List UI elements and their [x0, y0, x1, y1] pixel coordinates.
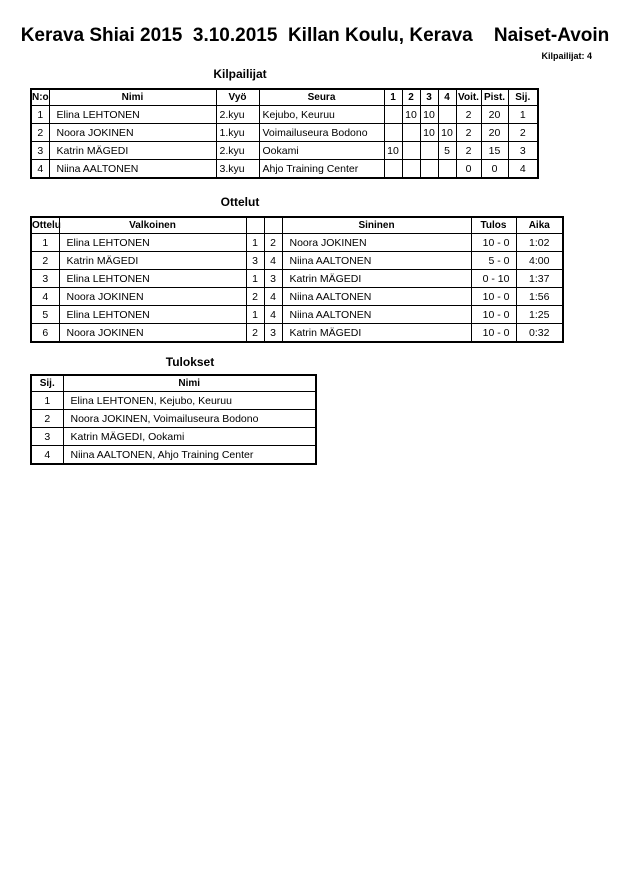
cell-sij: 3: [508, 142, 538, 160]
cell-nimi: Elina LEHTONEN, Kejubo, Keuruu: [63, 392, 316, 410]
cell-match-no: 6: [31, 324, 59, 343]
tulokset-heading: Tulokset: [165, 355, 215, 369]
cell-m1: 10: [384, 142, 402, 160]
cell-tulos: 10 - 0: [471, 306, 516, 324]
cell-blue-number: 3: [264, 270, 282, 288]
col-header-aika: Aika: [516, 217, 563, 234]
cell-vyo: 2.kyu: [216, 106, 259, 124]
cell-seura: Ookami: [259, 142, 384, 160]
cell-nimi: Niina AALTONEN, Ahjo Training Center: [63, 446, 316, 465]
match-row: [31, 270, 563, 288]
kilpailijat-header-row: [31, 89, 538, 106]
cell-m3: [420, 160, 438, 179]
cell-no: 4: [31, 160, 49, 179]
cell-nimi: Niina AALTONEN: [49, 160, 216, 179]
cell-aika: 0:32: [516, 324, 563, 343]
cell-m4: [438, 106, 456, 124]
cell-valkoinen: Elina LEHTONEN: [59, 270, 246, 288]
cell-blue-number: 2: [264, 234, 282, 252]
cell-sij: 1: [508, 106, 538, 124]
cell-sij: 4: [31, 446, 63, 465]
cell-nimi: Katrin MÄGEDI: [49, 142, 216, 160]
col-header-sij: Sij.: [508, 89, 538, 106]
col-header-match4: 4: [438, 89, 456, 106]
cell-white-number: 3: [246, 252, 264, 270]
cell-blue-number: 4: [264, 288, 282, 306]
cell-voit: 2: [456, 142, 481, 160]
cell-m1: [384, 124, 402, 142]
cell-match-no: 3: [31, 270, 59, 288]
match-row: [31, 324, 563, 343]
cell-m3: 10: [420, 124, 438, 142]
cell-m3: [420, 142, 438, 160]
col-header-ottelu: Ottelu: [31, 217, 59, 234]
cell-sininen: Noora JOKINEN: [282, 234, 471, 252]
cell-blue-number: 4: [264, 252, 282, 270]
result-row: [31, 428, 316, 446]
cell-blue-number: 3: [264, 324, 282, 343]
cell-white-number: 1: [246, 306, 264, 324]
cell-valkoinen: Elina LEHTONEN: [59, 234, 246, 252]
cell-aika: 4:00: [516, 252, 563, 270]
col-header-sininen: Sininen: [282, 217, 471, 234]
competitor-count: Kilpailijat: 4: [541, 51, 592, 61]
result-row: [31, 446, 316, 465]
col-header-nimi: Nimi: [49, 89, 216, 106]
ottelut-table: [30, 216, 564, 343]
cell-valkoinen: Katrin MÄGEDI: [59, 252, 246, 270]
cell-m2: 10: [402, 106, 420, 124]
col-header-voit: Voit.: [456, 89, 481, 106]
cell-nimi: Noora JOKINEN, Voimailuseura Bodono: [63, 410, 316, 428]
cell-pist: 20: [481, 124, 508, 142]
cell-m4: [438, 160, 456, 179]
cell-voit: 0: [456, 160, 481, 179]
cell-no: 3: [31, 142, 49, 160]
cell-voit: 2: [456, 124, 481, 142]
cell-tulos: 0 - 10: [471, 270, 516, 288]
cell-m1: [384, 106, 402, 124]
cell-aika: 1:37: [516, 270, 563, 288]
cell-valkoinen: Noora JOKINEN: [59, 288, 246, 306]
cell-match-no: 1: [31, 234, 59, 252]
cell-seura: Ahjo Training Center: [259, 160, 384, 179]
col-header-match3: 3: [420, 89, 438, 106]
cell-seura: Voimailuseura Bodono: [259, 124, 384, 142]
col-header-no: N:o: [31, 89, 49, 106]
cell-vyo: 3.kyu: [216, 160, 259, 179]
cell-sininen: Katrin MÄGEDI: [282, 324, 471, 343]
cell-white-number: 2: [246, 288, 264, 306]
competitor-row: [31, 106, 538, 124]
cell-white-number: 1: [246, 234, 264, 252]
cell-pist: 15: [481, 142, 508, 160]
cell-sij: 2: [31, 410, 63, 428]
cell-sij: 2: [508, 124, 538, 142]
cell-vyo: 1.kyu: [216, 124, 259, 142]
cell-white-number: 1: [246, 270, 264, 288]
cell-aika: 1:02: [516, 234, 563, 252]
col-header-pist: Pist.: [481, 89, 508, 106]
cell-valkoinen: Noora JOKINEN: [59, 324, 246, 343]
cell-tulos: 5 - 0: [471, 252, 516, 270]
cell-valkoinen: Elina LEHTONEN: [59, 306, 246, 324]
cell-blue-number: 4: [264, 306, 282, 324]
result-row: [31, 410, 316, 428]
cell-m4: 5: [438, 142, 456, 160]
tulokset-table: [30, 374, 317, 465]
cell-match-no: 4: [31, 288, 59, 306]
kilpailijat-table: [30, 88, 539, 179]
cell-sininen: Katrin MÄGEDI: [282, 270, 471, 288]
col-header-match2: 2: [402, 89, 420, 106]
tulokset-header-row: [31, 375, 316, 392]
cell-tulos: 10 - 0: [471, 288, 516, 306]
competitor-row: [31, 160, 538, 179]
result-row: [31, 392, 316, 410]
col-header-sij: Sij.: [31, 375, 63, 392]
cell-vyo: 2.kyu: [216, 142, 259, 160]
match-row: [31, 234, 563, 252]
col-header-valkoinen: Valkoinen: [59, 217, 246, 234]
cell-pist: 20: [481, 106, 508, 124]
col-header-vyo: Vyö: [216, 89, 259, 106]
cell-m2: [402, 142, 420, 160]
cell-no: 2: [31, 124, 49, 142]
cell-pist: 0: [481, 160, 508, 179]
cell-match-no: 5: [31, 306, 59, 324]
cell-nimi: Katrin MÄGEDI, Ookami: [63, 428, 316, 446]
page-title: Kerava Shiai 2015 3.10.2015 Killan Koulu, Kerava Naiset-Avoin: [20, 25, 610, 46]
cell-m2: [402, 160, 420, 179]
col-header-match1: 1: [384, 89, 402, 106]
cell-no: 1: [31, 106, 49, 124]
col-header-tulos: Tulos: [471, 217, 516, 234]
cell-m1: [384, 160, 402, 179]
col-header-nimi: Nimi: [63, 375, 316, 392]
cell-tulos: 10 - 0: [471, 324, 516, 343]
cell-white-number: 2: [246, 324, 264, 343]
match-row: [31, 306, 563, 324]
col-header-white-number: [246, 217, 264, 234]
kilpailijat-heading: Kilpailijat: [213, 67, 267, 81]
competitor-row: [31, 142, 538, 160]
cell-aika: 1:25: [516, 306, 563, 324]
cell-voit: 2: [456, 106, 481, 124]
ottelut-heading: Ottelut: [220, 195, 260, 209]
cell-sij: 1: [31, 392, 63, 410]
cell-seura: Kejubo, Keuruu: [259, 106, 384, 124]
competitor-row: [31, 124, 538, 142]
match-row: [31, 252, 563, 270]
cell-match-no: 2: [31, 252, 59, 270]
match-row: [31, 288, 563, 306]
cell-tulos: 10 - 0: [471, 234, 516, 252]
cell-m4: 10: [438, 124, 456, 142]
cell-m2: [402, 124, 420, 142]
col-header-blue-number: [264, 217, 282, 234]
cell-sininen: Niina AALTONEN: [282, 306, 471, 324]
cell-sij: 4: [508, 160, 538, 179]
cell-m3: 10: [420, 106, 438, 124]
cell-aika: 1:56: [516, 288, 563, 306]
ottelut-header-row: [31, 217, 563, 234]
cell-sij: 3: [31, 428, 63, 446]
cell-nimi: Elina LEHTONEN: [49, 106, 216, 124]
col-header-seura: Seura: [259, 89, 384, 106]
cell-sininen: Niina AALTONEN: [282, 252, 471, 270]
cell-nimi: Noora JOKINEN: [49, 124, 216, 142]
cell-sininen: Niina AALTONEN: [282, 288, 471, 306]
